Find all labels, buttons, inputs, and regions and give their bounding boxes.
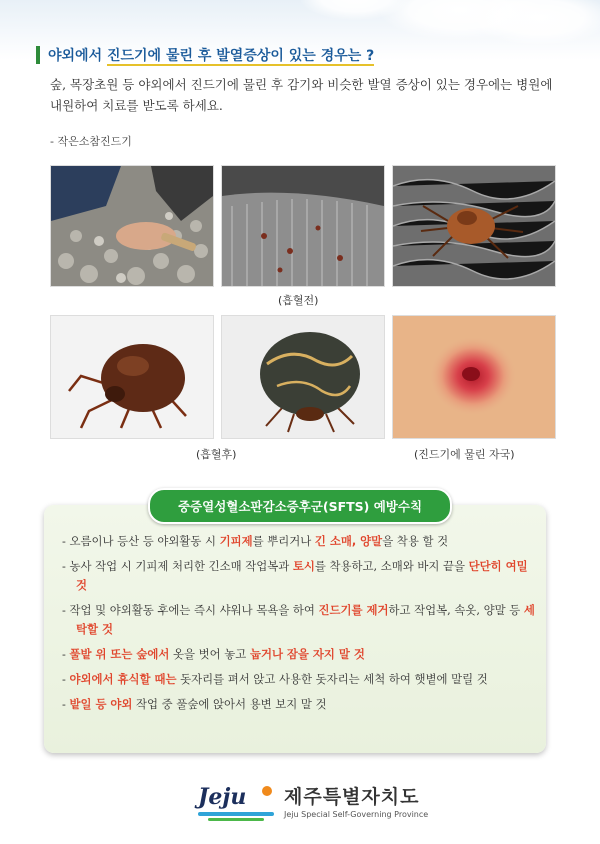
rule-text: 하고 작업복, 속옷, 양말 등 <box>388 603 524 617</box>
caption-before-feeding: (흡혈전) <box>278 294 319 307</box>
photo-hand-on-gravel <box>50 165 214 287</box>
logo-script: Jeju <box>198 784 247 810</box>
logo-english-name: Jeju Special Self-Governing Province <box>284 810 429 819</box>
rule-text: 를 착용하고, 소매와 바지 끝을 <box>314 559 469 573</box>
rule-text: - <box>62 647 70 661</box>
rule-highlight: 세탁할 것 <box>76 603 535 636</box>
rule-item <box>62 670 538 689</box>
photo-engorged-tick-top <box>221 315 385 439</box>
rule-highlight: 기피제 <box>219 534 253 548</box>
rule-highlight: 토시 <box>292 559 315 573</box>
rule-highlight: 긴 소매, 양말 <box>314 534 383 548</box>
rule-highlight: 눕거나 잠을 자지 말 것 <box>249 647 365 661</box>
rule-text: - <box>62 672 70 686</box>
caption-bite-mark: (진드기에 물린 자국) <box>414 448 515 461</box>
rule-highlight: 단단히 여밀 것 <box>76 559 528 592</box>
section-heading <box>36 44 556 66</box>
caption-after-feeding: (흡혈후) <box>196 448 237 461</box>
rule-highlight: 야외에서 휴식할 때는 <box>69 672 177 686</box>
rule-text: 옷을 벗어 놓고 <box>169 647 250 661</box>
heading-part1: 야외에서 <box>48 48 107 64</box>
rule-text: - 농사 작업 시 기피제 처리한 긴소매 작업복과 <box>62 559 293 573</box>
photo-bite-mark <box>392 315 556 439</box>
jeju-logo <box>198 780 458 830</box>
rule-highlight: 밭일 등 야외 <box>69 697 133 711</box>
rule-text: 돗자리를 펴서 앉고 사용한 돗자리는 세척 하여 햇볕에 말릴 것 <box>176 672 488 686</box>
logo-korean-name: 제주특별자치도 <box>284 786 420 808</box>
prevention-rules <box>62 532 538 720</box>
rule-highlight: 진드기를 제거 <box>318 603 389 617</box>
rule-highlight: 풀밭 위 또는 숲에서 <box>69 647 170 661</box>
tick-species-label: - 작은소참진드기 <box>50 135 132 148</box>
intro-paragraph: 숲, 목장초원 등 야외에서 진드기에 물린 후 감기와 비슷한 발열 증상이 있는 경우에는 병원에 내원하여 치료를 받도록 하세요. <box>50 77 553 113</box>
rule-item <box>62 645 538 664</box>
heading-accent-bar <box>36 46 40 64</box>
rule-text: - <box>62 697 70 711</box>
heading-part2: 진드기에 물린 후 발열증상이 있는 경우는 ? <box>106 48 375 64</box>
rule-text: 작업 중 풀숲에 앉아서 용변 보지 말 것 <box>132 697 327 711</box>
rule-item <box>62 695 538 714</box>
photo-engorged-tick-side <box>50 315 214 439</box>
logo-sun-dot <box>262 786 272 796</box>
logo-wave-icon <box>208 818 264 821</box>
rule-text: 를 뿌리거나 <box>252 534 315 548</box>
rule-item <box>62 601 538 639</box>
prevention-title: 중증열성혈소판감소증후군(SFTS) 예방수칙 <box>148 488 452 524</box>
rule-text: 을 착용 할 것 <box>382 534 449 548</box>
rule-text: - 오름이나 등산 등 야외활동 시 <box>62 534 220 548</box>
rule-item <box>62 557 538 595</box>
photo-tick-closeup-unfed <box>392 165 556 287</box>
photo-ticks-on-fabric <box>221 165 385 287</box>
rule-text: - 작업 및 야외활동 후에는 즉시 샤워나 목욕을 하여 <box>62 603 319 617</box>
logo-wave-icon <box>198 812 274 816</box>
rule-item <box>62 532 538 551</box>
